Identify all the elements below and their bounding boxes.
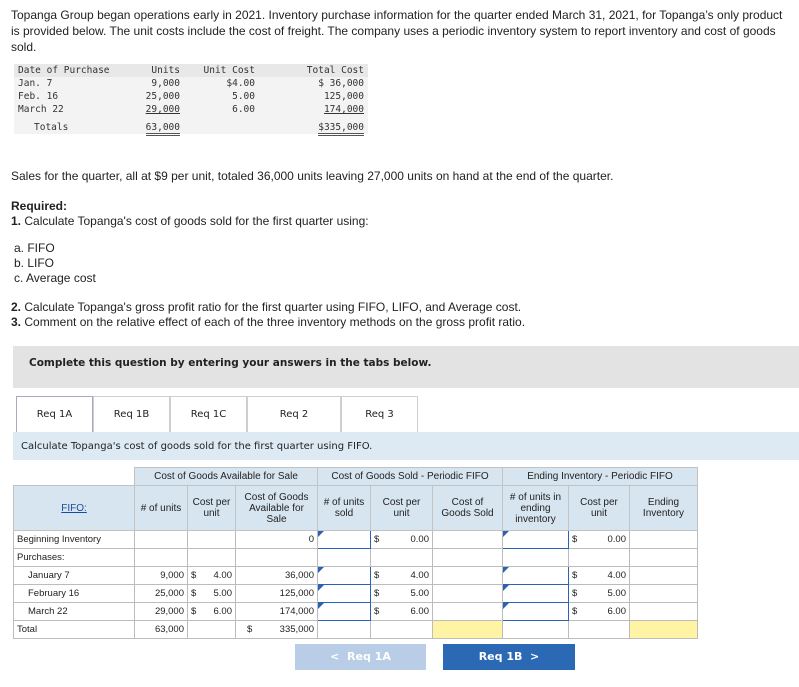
row-label: February 16: [14, 585, 135, 603]
total-ending-inventory-input[interactable]: [630, 621, 698, 639]
sold-cost-per-unit: $ 5.00: [371, 585, 433, 603]
next-button[interactable]: Req 1B >: [443, 644, 575, 670]
units-value: 29,000: [135, 603, 188, 621]
row-label: Beginning Inventory: [14, 531, 135, 549]
purchase-units: 29,000: [124, 103, 184, 116]
required-heading: Required:: [11, 199, 68, 213]
units-ending-input[interactable]: [503, 531, 569, 549]
group-header-available: Cost of Goods Available for Sale: [135, 468, 318, 486]
units-sold-input[interactable]: [318, 531, 371, 549]
purchase-total: 125,000: [259, 90, 368, 103]
cogs-value: [433, 531, 503, 549]
header-unit-cost: Unit Cost: [184, 64, 259, 77]
total-cogas: $ 335,000: [236, 621, 318, 639]
units-sold-input[interactable]: [318, 603, 371, 621]
question-3: 3. Comment on the relative effect of each of the three inventory methods on the gross profit ratio.: [11, 315, 526, 329]
cogs-value: [433, 567, 503, 585]
cogas-value: 0: [236, 531, 318, 549]
total-units: 63,000: [135, 621, 188, 639]
purchase-row: [14, 77, 368, 90]
row-label: Purchases:: [14, 549, 135, 567]
header-date: Date of Purchase: [14, 64, 124, 77]
ending-cost-per-unit: $ 5.00: [569, 585, 630, 603]
purchase-date: Jan. 7: [14, 77, 124, 90]
required-section: [11, 199, 369, 229]
tab-bar: [16, 396, 418, 433]
ending-inventory-value: [630, 585, 698, 603]
col-cost-per-unit: Cost per unit: [188, 486, 236, 531]
col-cogas: Cost of Goods Available for Sale: [236, 486, 318, 531]
cogas-value: 174,000: [236, 603, 318, 621]
purchase-total: $ 36,000: [259, 77, 368, 90]
purchase-date: March 22: [14, 103, 124, 116]
cogs-value: [433, 603, 503, 621]
units-sold-input[interactable]: [318, 567, 371, 585]
purchase-row: [14, 90, 368, 103]
prev-button[interactable]: < Req 1A: [295, 644, 426, 670]
purchase-date: Feb. 16: [14, 90, 124, 103]
question-2: 2. Calculate Topanga's gross profit ratio for the first quarter using FIFO, LIFO, and Average cost.: [11, 300, 522, 314]
group-header-ending: Ending Inventory - Periodic FIFO: [503, 468, 698, 486]
totals-cost: $335,000: [259, 116, 368, 134]
tab-req-1a[interactable]: Req 1A: [16, 396, 93, 433]
tab-req-1b[interactable]: Req 1B: [93, 396, 170, 433]
option-fifo: a. FIFO: [14, 241, 55, 255]
purchase-grid-row: [14, 585, 698, 603]
col-sold-cost-per-unit: Cost per unit: [371, 486, 433, 531]
question-1: 1. Calculate Topanga's cost of goods sold for the first quarter using:: [11, 214, 369, 228]
purchase-row: [14, 103, 368, 116]
cost-per-unit: $ 5.00: [188, 585, 236, 603]
row-label: January 7: [14, 567, 135, 585]
cost-per-unit: $ 4.00: [188, 567, 236, 585]
option-lifo: b. LIFO: [14, 256, 55, 270]
tab-instruction: Calculate Topanga's cost of goods sold for the first quarter using FIFO.: [13, 432, 799, 460]
column-header-row: [14, 486, 698, 531]
col-ending-inventory: Ending Inventory: [630, 486, 698, 531]
ending-cost-per-unit: $ 0.00: [569, 531, 630, 549]
total-cogs-input[interactable]: [433, 621, 503, 639]
cogas-value: 36,000: [236, 567, 318, 585]
totals-units: 63,000: [124, 116, 184, 134]
header-units: Units: [124, 64, 184, 77]
totals-label: Totals: [14, 116, 124, 134]
units-ending-input[interactable]: [503, 585, 569, 603]
method-options: [14, 241, 96, 286]
purchase-unit-cost: $4.00: [184, 77, 259, 90]
purchase-total: 174,000: [259, 103, 368, 116]
cogas-value: 125,000: [236, 585, 318, 603]
ending-cost-per-unit: $ 6.00: [569, 603, 630, 621]
complete-instruction: Complete this question by entering your answers in the tabs below.: [13, 346, 799, 388]
ending-inventory-value: [630, 531, 698, 549]
purchase-grid-row: [14, 603, 698, 621]
cost-per-unit: $ 6.00: [188, 603, 236, 621]
units-value: 25,000: [135, 585, 188, 603]
sold-cost-per-unit: $ 4.00: [371, 567, 433, 585]
questions-2-3: [11, 300, 525, 330]
row-label: Total: [14, 621, 135, 639]
col-cogs: Cost of Goods Sold: [433, 486, 503, 531]
tab-req-1c[interactable]: Req 1C: [170, 396, 247, 433]
header-total-cost: Total Cost: [259, 64, 368, 77]
purchase-units: 25,000: [124, 90, 184, 103]
fifo-grid: [13, 467, 698, 639]
sold-cost-per-unit: $ 0.00: [371, 531, 433, 549]
purchase-grid-row: [14, 567, 698, 585]
col-ending-cost-per-unit: Cost per unit: [569, 486, 630, 531]
purchase-units: 9,000: [124, 77, 184, 90]
ending-inventory-value: [630, 567, 698, 585]
purchases-label-row: [14, 549, 698, 567]
problem-intro: Topanga Group began operations early in 2021. Inventory purchase information for the quarter ended March 31, 2021, for Topanga’s only product is provided below. The unit costs include the cost of freight. The company uses a periodic inventory system to report inventory and cost of goods sold.: [11, 8, 783, 54]
row-label: March 22: [14, 603, 135, 621]
col-units-ending: # of units in ending inventory: [503, 486, 569, 531]
col-units-sold: # of units sold: [318, 486, 371, 531]
units-value: 9,000: [135, 567, 188, 585]
cogs-value: [433, 585, 503, 603]
units-ending-input[interactable]: [503, 567, 569, 585]
fifo-label: FIFO:: [14, 486, 135, 531]
total-row: [14, 621, 698, 639]
units-ending-input[interactable]: [503, 603, 569, 621]
units-sold-input[interactable]: [318, 585, 371, 603]
purchase-totals-row: [14, 116, 368, 134]
purchase-table: [14, 64, 368, 134]
col-units: # of units: [135, 486, 188, 531]
tab-req-2[interactable]: Req 2: [247, 396, 341, 433]
sales-text: Sales for the quarter, all at $9 per unit, totaled 36,000 units leaving 27,000 units on hand at the end of the quarter.: [11, 169, 614, 183]
option-average: c. Average cost: [14, 271, 96, 285]
tab-req-3[interactable]: Req 3: [341, 396, 418, 433]
ending-cost-per-unit: $ 4.00: [569, 567, 630, 585]
group-header-cogs: Cost of Goods Sold - Periodic FIFO: [318, 468, 503, 486]
sold-cost-per-unit: $ 6.00: [371, 603, 433, 621]
purchase-unit-cost: 6.00: [184, 103, 259, 116]
group-header-row: [14, 468, 698, 486]
purchase-unit-cost: 5.00: [184, 90, 259, 103]
beginning-inventory-row: [14, 531, 698, 549]
ending-inventory-value: [630, 603, 698, 621]
